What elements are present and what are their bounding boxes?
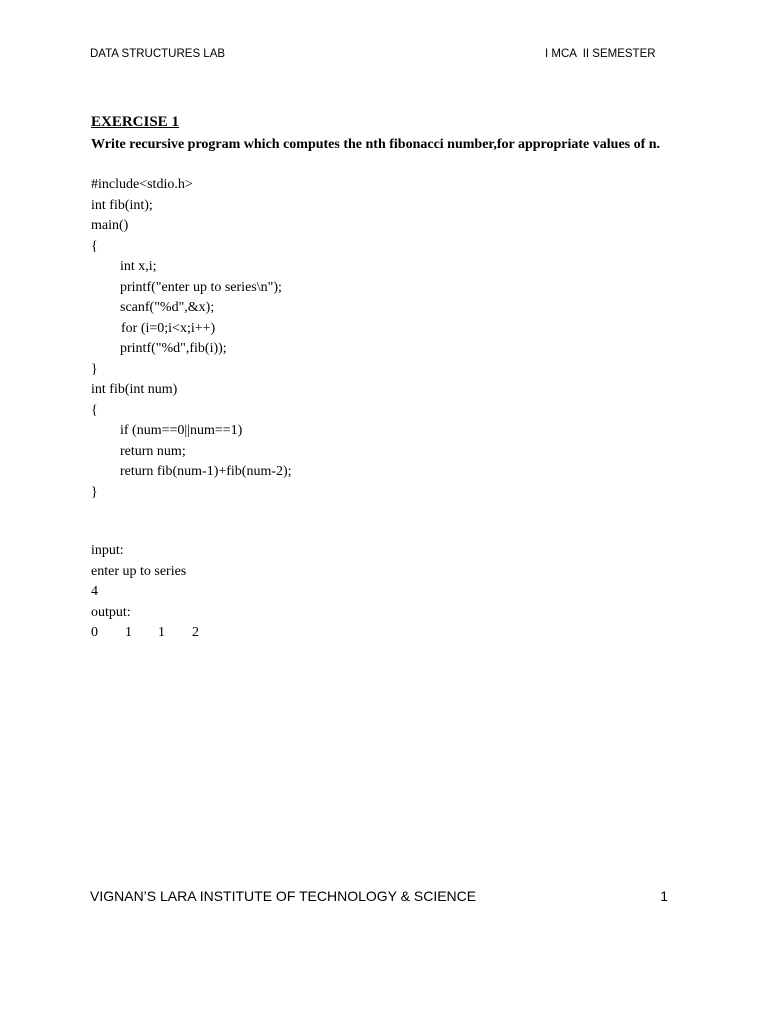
code-line: printf("%d",fib(i));: [120, 341, 227, 356]
code-line: scanf("%d",&x);: [120, 300, 215, 315]
output-value: 1: [125, 625, 132, 640]
header-semester: I MCA II SEMESTER: [545, 48, 656, 60]
input-value: 4: [91, 584, 98, 599]
header-course-title: DATA STRUCTURES LAB: [90, 48, 226, 60]
code-line: return fib(num-1)+fib(num-2);: [120, 464, 292, 479]
code-block: [91, 175, 681, 503]
output-value: 2: [192, 625, 199, 640]
code-line: }: [91, 361, 98, 377]
code-line: return num;: [120, 443, 186, 459]
output-value: 1: [158, 625, 165, 640]
output-value: 0: [91, 625, 98, 640]
code-line: main(): [91, 218, 129, 233]
code-line: }: [91, 484, 98, 500]
footer-institute: VIGNAN’S LARA INSTITUTE OF TECHNOLOGY & SCIENCE: [90, 888, 477, 904]
code-line: for (i=0;i<x;i++): [121, 320, 216, 336]
input-label: input:: [91, 543, 124, 558]
code-line: {: [91, 402, 98, 418]
code-line: #include<stdio.h>: [91, 177, 193, 192]
code-line: int fib(int);: [91, 197, 153, 213]
code-line: int fib(int num): [91, 382, 178, 397]
exercise-title: EXERCISE 1: [91, 114, 179, 130]
code-line: int x,i;: [120, 259, 157, 274]
code-line: printf("enter up to series\n");: [120, 279, 282, 295]
document-body: [91, 112, 681, 644]
exercise-description: Write recursive program which computes the nth fibonacci number,for appropriate values of n.: [91, 137, 661, 152]
code-line: {: [91, 238, 98, 254]
input-prompt: enter up to series: [91, 563, 187, 579]
output-values: [91, 623, 681, 644]
output-label: output:: [91, 604, 131, 620]
code-line: if (num==0||num==1): [120, 423, 243, 438]
io-section: [91, 541, 681, 644]
page-number: 1: [660, 888, 668, 904]
